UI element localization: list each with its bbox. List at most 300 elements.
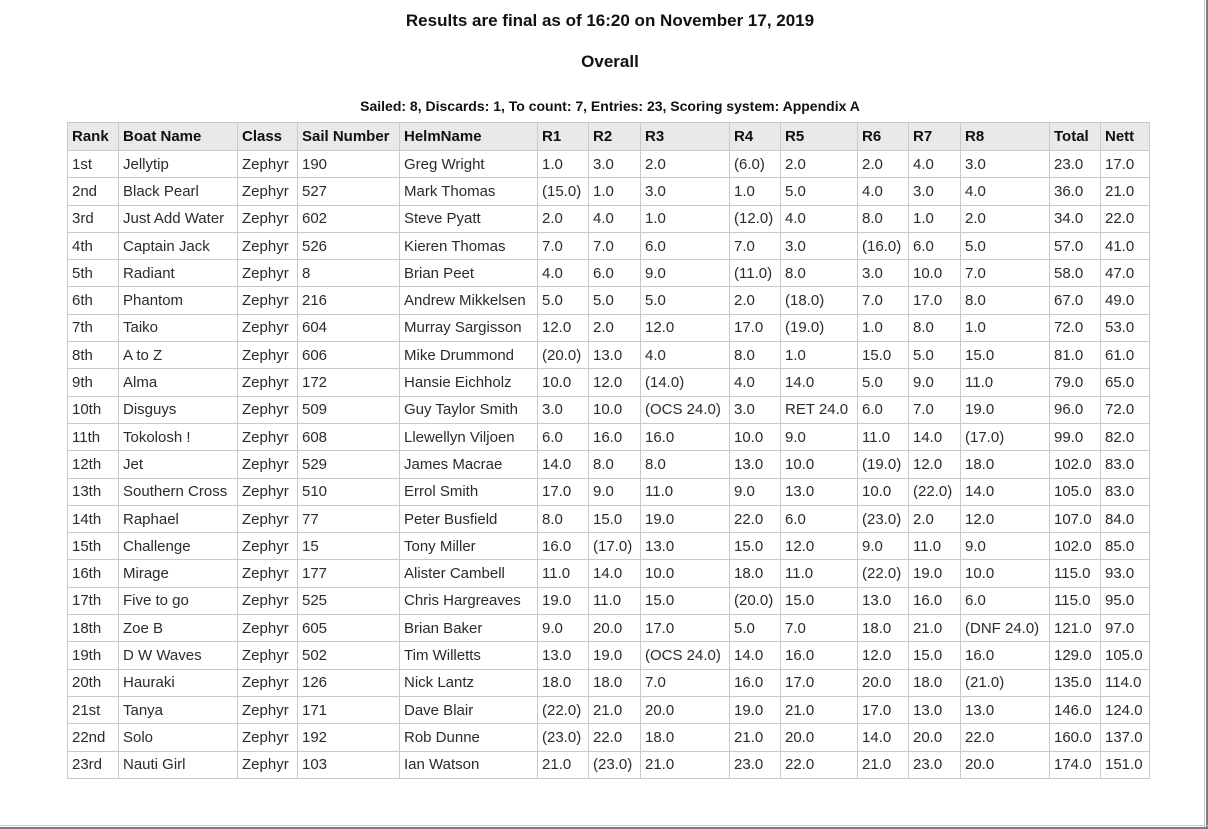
cell-rank: 23rd: [68, 751, 119, 778]
cell-r8: 16.0: [961, 642, 1050, 669]
table-row: [68, 151, 1150, 178]
cell-sail-number: 527: [298, 178, 400, 205]
cell-r8: (21.0): [961, 669, 1050, 696]
cell-r2: 14.0: [589, 560, 641, 587]
cell-r4: 19.0: [730, 696, 781, 723]
cell-helm-name: Dave Blair: [400, 696, 538, 723]
cell-r7: 14.0: [909, 423, 961, 450]
table-row: [68, 369, 1150, 396]
cell-helm-name: Alister Cambell: [400, 560, 538, 587]
cell-r4: 15.0: [730, 533, 781, 560]
cell-r6: 9.0: [858, 533, 909, 560]
column-header-helm-name: HelmName: [400, 123, 538, 151]
cell-total: 23.0: [1050, 151, 1101, 178]
column-header-nett: Nett: [1101, 123, 1150, 151]
cell-r6: 17.0: [858, 696, 909, 723]
cell-sail-number: 602: [298, 205, 400, 232]
cell-r5: (19.0): [781, 314, 858, 341]
cell-sail-number: 509: [298, 396, 400, 423]
cell-helm-name: Ian Watson: [400, 751, 538, 778]
cell-r1: 19.0: [538, 587, 589, 614]
cell-r3: 21.0: [641, 751, 730, 778]
cell-r1: 17.0: [538, 478, 589, 505]
cell-rank: 4th: [68, 232, 119, 259]
cell-class: Zephyr: [238, 669, 298, 696]
cell-r4: (12.0): [730, 205, 781, 232]
cell-rank: 16th: [68, 560, 119, 587]
cell-rank: 15th: [68, 533, 119, 560]
cell-r3: 20.0: [641, 696, 730, 723]
cell-r5: 20.0: [781, 724, 858, 751]
cell-rank: 14th: [68, 505, 119, 532]
cell-r3: 16.0: [641, 423, 730, 450]
cell-r1: 13.0: [538, 642, 589, 669]
cell-r7: 1.0: [909, 205, 961, 232]
cell-r5: (18.0): [781, 287, 858, 314]
cell-r2: 19.0: [589, 642, 641, 669]
cell-r1: 10.0: [538, 369, 589, 396]
cell-sail-number: 177: [298, 560, 400, 587]
cell-nett: 85.0: [1101, 533, 1150, 560]
cell-r2: (23.0): [589, 751, 641, 778]
cell-helm-name: Guy Taylor Smith: [400, 396, 538, 423]
page-title: Results are final as of 16:20 on November 17, 2019: [405, 11, 815, 30]
cell-helm-name: Kieren Thomas: [400, 232, 538, 259]
column-header-r6: R6: [858, 123, 909, 151]
cell-class: Zephyr: [238, 478, 298, 505]
cell-r2: 11.0: [589, 587, 641, 614]
cell-r8: 9.0: [961, 533, 1050, 560]
table-row: [68, 587, 1150, 614]
cell-nett: 72.0: [1101, 396, 1150, 423]
table-row: [68, 478, 1150, 505]
cell-r1: 5.0: [538, 287, 589, 314]
cell-r4: 7.0: [730, 232, 781, 259]
cell-helm-name: Greg Wright: [400, 151, 538, 178]
cell-r2: 6.0: [589, 260, 641, 287]
cell-boat-name: Disguys: [119, 396, 238, 423]
cell-r7: 7.0: [909, 396, 961, 423]
table-row: [68, 696, 1150, 723]
cell-r5: 4.0: [781, 205, 858, 232]
cell-r7: 17.0: [909, 287, 961, 314]
cell-r8: 19.0: [961, 396, 1050, 423]
cell-r7: 4.0: [909, 151, 961, 178]
cell-helm-name: Andrew Mikkelsen: [400, 287, 538, 314]
cell-r2: 7.0: [589, 232, 641, 259]
cell-r4: 13.0: [730, 451, 781, 478]
cell-boat-name: A to Z: [119, 342, 238, 369]
cell-r6: 8.0: [858, 205, 909, 232]
cell-r6: 15.0: [858, 342, 909, 369]
cell-rank: 11th: [68, 423, 119, 450]
cell-r8: 5.0: [961, 232, 1050, 259]
cell-r5: 22.0: [781, 751, 858, 778]
cell-r4: 8.0: [730, 342, 781, 369]
cell-r6: 18.0: [858, 615, 909, 642]
cell-helm-name: Tim Willetts: [400, 642, 538, 669]
cell-r1: 1.0: [538, 151, 589, 178]
cell-boat-name: Southern Cross: [119, 478, 238, 505]
cell-r3: 3.0: [641, 178, 730, 205]
cell-class: Zephyr: [238, 205, 298, 232]
cell-r7: 12.0: [909, 451, 961, 478]
cell-rank: 18th: [68, 615, 119, 642]
cell-r5: 15.0: [781, 587, 858, 614]
cell-sail-number: 77: [298, 505, 400, 532]
cell-r6: (19.0): [858, 451, 909, 478]
cell-sail-number: 126: [298, 669, 400, 696]
cell-r5: 2.0: [781, 151, 858, 178]
series-summary: Sailed: 8, Discards: 1, To count: 7, Entries: 23, Scoring system: Appendix A: [360, 98, 860, 114]
cell-r4: 23.0: [730, 751, 781, 778]
cell-rank: 8th: [68, 342, 119, 369]
cell-r5: 21.0: [781, 696, 858, 723]
cell-nett: 93.0: [1101, 560, 1150, 587]
cell-helm-name: Chris Hargreaves: [400, 587, 538, 614]
cell-class: Zephyr: [238, 151, 298, 178]
cell-r5: 5.0: [781, 178, 858, 205]
cell-r8: 14.0: [961, 478, 1050, 505]
cell-r1: 8.0: [538, 505, 589, 532]
cell-r5: 10.0: [781, 451, 858, 478]
cell-nett: 151.0: [1101, 751, 1150, 778]
cell-sail-number: 605: [298, 615, 400, 642]
cell-nett: 83.0: [1101, 478, 1150, 505]
cell-r1: 12.0: [538, 314, 589, 341]
cell-r3: 18.0: [641, 724, 730, 751]
cell-rank: 17th: [68, 587, 119, 614]
cell-nett: 21.0: [1101, 178, 1150, 205]
cell-r6: 1.0: [858, 314, 909, 341]
table-row: [68, 342, 1150, 369]
cell-helm-name: Mark Thomas: [400, 178, 538, 205]
column-header-r1: R1: [538, 123, 589, 151]
cell-r1: 18.0: [538, 669, 589, 696]
cell-r3: 11.0: [641, 478, 730, 505]
cell-nett: 82.0: [1101, 423, 1150, 450]
cell-class: Zephyr: [238, 751, 298, 778]
cell-boat-name: Just Add Water: [119, 205, 238, 232]
table-body: [68, 151, 1150, 779]
cell-r5: 3.0: [781, 232, 858, 259]
cell-total: 79.0: [1050, 369, 1101, 396]
cell-total: 102.0: [1050, 533, 1101, 560]
cell-total: 160.0: [1050, 724, 1101, 751]
cell-r2: 16.0: [589, 423, 641, 450]
cell-r7: 8.0: [909, 314, 961, 341]
cell-r5: 8.0: [781, 260, 858, 287]
cell-r3: (14.0): [641, 369, 730, 396]
cell-r3: (OCS 24.0): [641, 642, 730, 669]
cell-r5: 12.0: [781, 533, 858, 560]
column-header-rank: Rank: [68, 123, 119, 151]
cell-helm-name: Errol Smith: [400, 478, 538, 505]
table-row: [68, 205, 1150, 232]
cell-rank: 5th: [68, 260, 119, 287]
cell-boat-name: Raphael: [119, 505, 238, 532]
cell-r2: 22.0: [589, 724, 641, 751]
cell-class: Zephyr: [238, 505, 298, 532]
cell-boat-name: Alma: [119, 369, 238, 396]
cell-r1: 11.0: [538, 560, 589, 587]
cell-helm-name: Tony Miller: [400, 533, 538, 560]
cell-sail-number: 525: [298, 587, 400, 614]
cell-r4: 14.0: [730, 642, 781, 669]
cell-total: 72.0: [1050, 314, 1101, 341]
table-row: [68, 178, 1150, 205]
cell-boat-name: Challenge: [119, 533, 238, 560]
cell-sail-number: 172: [298, 369, 400, 396]
cell-r7: 10.0: [909, 260, 961, 287]
cell-r2: 4.0: [589, 205, 641, 232]
cell-r4: 3.0: [730, 396, 781, 423]
cell-total: 67.0: [1050, 287, 1101, 314]
cell-r8: 12.0: [961, 505, 1050, 532]
cell-r3: 13.0: [641, 533, 730, 560]
cell-r5: RET 24.0: [781, 396, 858, 423]
cell-r6: 6.0: [858, 396, 909, 423]
cell-helm-name: Steve Pyatt: [400, 205, 538, 232]
cell-r6: 10.0: [858, 478, 909, 505]
cell-total: 81.0: [1050, 342, 1101, 369]
cell-nett: 105.0: [1101, 642, 1150, 669]
cell-class: Zephyr: [238, 287, 298, 314]
cell-r8: 18.0: [961, 451, 1050, 478]
cell-r1: 16.0: [538, 533, 589, 560]
cell-r6: 5.0: [858, 369, 909, 396]
cell-rank: 12th: [68, 451, 119, 478]
cell-helm-name: Murray Sargisson: [400, 314, 538, 341]
cell-class: Zephyr: [238, 642, 298, 669]
cell-nett: 47.0: [1101, 260, 1150, 287]
cell-r3: 17.0: [641, 615, 730, 642]
cell-r8: 2.0: [961, 205, 1050, 232]
cell-rank: 1st: [68, 151, 119, 178]
table-row: [68, 751, 1150, 778]
cell-r3: 7.0: [641, 669, 730, 696]
cell-boat-name: Nauti Girl: [119, 751, 238, 778]
cell-r3: 19.0: [641, 505, 730, 532]
cell-r7: (22.0): [909, 478, 961, 505]
table-row: [68, 505, 1150, 532]
cell-class: Zephyr: [238, 396, 298, 423]
cell-class: Zephyr: [238, 696, 298, 723]
cell-r5: 7.0: [781, 615, 858, 642]
cell-r3: 8.0: [641, 451, 730, 478]
cell-nett: 114.0: [1101, 669, 1150, 696]
cell-r2: 9.0: [589, 478, 641, 505]
cell-r1: (15.0): [538, 178, 589, 205]
cell-r3: 12.0: [641, 314, 730, 341]
cell-total: 146.0: [1050, 696, 1101, 723]
cell-r7: 19.0: [909, 560, 961, 587]
cell-total: 102.0: [1050, 451, 1101, 478]
column-header-total: Total: [1050, 123, 1101, 151]
cell-r4: 17.0: [730, 314, 781, 341]
cell-r3: 5.0: [641, 287, 730, 314]
cell-helm-name: James Macrae: [400, 451, 538, 478]
cell-r6: 13.0: [858, 587, 909, 614]
cell-nett: 22.0: [1101, 205, 1150, 232]
cell-rank: 3rd: [68, 205, 119, 232]
cell-r4: 21.0: [730, 724, 781, 751]
cell-rank: 6th: [68, 287, 119, 314]
cell-r5: 11.0: [781, 560, 858, 587]
table-row: [68, 560, 1150, 587]
cell-r4: (11.0): [730, 260, 781, 287]
cell-r1: 6.0: [538, 423, 589, 450]
cell-r1: (20.0): [538, 342, 589, 369]
cell-r5: 16.0: [781, 642, 858, 669]
cell-nett: 17.0: [1101, 151, 1150, 178]
cell-boat-name: Zoe B: [119, 615, 238, 642]
cell-total: 36.0: [1050, 178, 1101, 205]
cell-nett: 124.0: [1101, 696, 1150, 723]
cell-r1: (23.0): [538, 724, 589, 751]
cell-r8: 13.0: [961, 696, 1050, 723]
cell-r8: 8.0: [961, 287, 1050, 314]
cell-total: 174.0: [1050, 751, 1101, 778]
cell-boat-name: Radiant: [119, 260, 238, 287]
cell-r1: 14.0: [538, 451, 589, 478]
cell-r7: 21.0: [909, 615, 961, 642]
cell-class: Zephyr: [238, 560, 298, 587]
cell-r3: 6.0: [641, 232, 730, 259]
cell-r2: (17.0): [589, 533, 641, 560]
column-header-r3: R3: [641, 123, 730, 151]
cell-class: Zephyr: [238, 451, 298, 478]
cell-r1: 4.0: [538, 260, 589, 287]
cell-r7: 15.0: [909, 642, 961, 669]
cell-boat-name: Captain Jack: [119, 232, 238, 259]
cell-nett: 83.0: [1101, 451, 1150, 478]
cell-helm-name: Nick Lantz: [400, 669, 538, 696]
cell-r8: (17.0): [961, 423, 1050, 450]
cell-boat-name: Jet: [119, 451, 238, 478]
cell-r1: 21.0: [538, 751, 589, 778]
cell-sail-number: 8: [298, 260, 400, 287]
cell-total: 58.0: [1050, 260, 1101, 287]
cell-r1: 9.0: [538, 615, 589, 642]
cell-r4: 4.0: [730, 369, 781, 396]
cell-r7: 16.0: [909, 587, 961, 614]
cell-boat-name: Five to go: [119, 587, 238, 614]
cell-r6: (23.0): [858, 505, 909, 532]
cell-r1: 2.0: [538, 205, 589, 232]
cell-r2: 3.0: [589, 151, 641, 178]
cell-r4: (20.0): [730, 587, 781, 614]
cell-rank: 9th: [68, 369, 119, 396]
table-row: [68, 287, 1150, 314]
cell-r4: 2.0: [730, 287, 781, 314]
cell-r2: 13.0: [589, 342, 641, 369]
cell-boat-name: Phantom: [119, 287, 238, 314]
cell-nett: 41.0: [1101, 232, 1150, 259]
cell-boat-name: Tokolosh !: [119, 423, 238, 450]
cell-r8: 1.0: [961, 314, 1050, 341]
cell-boat-name: Mirage: [119, 560, 238, 587]
cell-sail-number: 526: [298, 232, 400, 259]
cell-helm-name: Mike Drummond: [400, 342, 538, 369]
cell-nett: 84.0: [1101, 505, 1150, 532]
cell-r1: (22.0): [538, 696, 589, 723]
cell-class: Zephyr: [238, 314, 298, 341]
cell-class: Zephyr: [238, 342, 298, 369]
cell-r7: 20.0: [909, 724, 961, 751]
cell-r6: (16.0): [858, 232, 909, 259]
cell-r6: (22.0): [858, 560, 909, 587]
cell-r3: 4.0: [641, 342, 730, 369]
cell-sail-number: 15: [298, 533, 400, 560]
cell-r5: 14.0: [781, 369, 858, 396]
cell-rank: 2nd: [68, 178, 119, 205]
cell-r4: 9.0: [730, 478, 781, 505]
cell-r8: 22.0: [961, 724, 1050, 751]
cell-r2: 20.0: [589, 615, 641, 642]
column-header-class: Class: [238, 123, 298, 151]
cell-r6: 20.0: [858, 669, 909, 696]
page-frame-right-inner: [1204, 0, 1205, 829]
table-row: [68, 642, 1150, 669]
cell-total: 34.0: [1050, 205, 1101, 232]
cell-r8: 15.0: [961, 342, 1050, 369]
cell-r1: 7.0: [538, 232, 589, 259]
cell-rank: 22nd: [68, 724, 119, 751]
cell-sail-number: 216: [298, 287, 400, 314]
cell-r5: 13.0: [781, 478, 858, 505]
cell-r4: 22.0: [730, 505, 781, 532]
cell-r8: 20.0: [961, 751, 1050, 778]
cell-total: 105.0: [1050, 478, 1101, 505]
cell-rank: 20th: [68, 669, 119, 696]
cell-r6: 4.0: [858, 178, 909, 205]
cell-total: 129.0: [1050, 642, 1101, 669]
cell-sail-number: 502: [298, 642, 400, 669]
cell-r6: 7.0: [858, 287, 909, 314]
column-header-boat-name: Boat Name: [119, 123, 238, 151]
cell-r2: 10.0: [589, 396, 641, 423]
cell-helm-name: Peter Busfield: [400, 505, 538, 532]
table-row: [68, 232, 1150, 259]
table-row: [68, 260, 1150, 287]
cell-r7: 11.0: [909, 533, 961, 560]
cell-r2: 8.0: [589, 451, 641, 478]
cell-class: Zephyr: [238, 178, 298, 205]
cell-r7: 2.0: [909, 505, 961, 532]
cell-nett: 61.0: [1101, 342, 1150, 369]
table-row: [68, 451, 1150, 478]
cell-r8: 10.0: [961, 560, 1050, 587]
cell-r4: 10.0: [730, 423, 781, 450]
cell-boat-name: Jellytip: [119, 151, 238, 178]
cell-boat-name: D W Waves: [119, 642, 238, 669]
cell-rank: 10th: [68, 396, 119, 423]
cell-r7: 18.0: [909, 669, 961, 696]
cell-sail-number: 529: [298, 451, 400, 478]
cell-boat-name: Black Pearl: [119, 178, 238, 205]
table-row: [68, 724, 1150, 751]
column-header-r2: R2: [589, 123, 641, 151]
cell-r2: 2.0: [589, 314, 641, 341]
cell-r8: 3.0: [961, 151, 1050, 178]
cell-boat-name: Solo: [119, 724, 238, 751]
cell-r8: 7.0: [961, 260, 1050, 287]
cell-rank: 7th: [68, 314, 119, 341]
table-row: [68, 314, 1150, 341]
cell-r6: 14.0: [858, 724, 909, 751]
cell-sail-number: 192: [298, 724, 400, 751]
